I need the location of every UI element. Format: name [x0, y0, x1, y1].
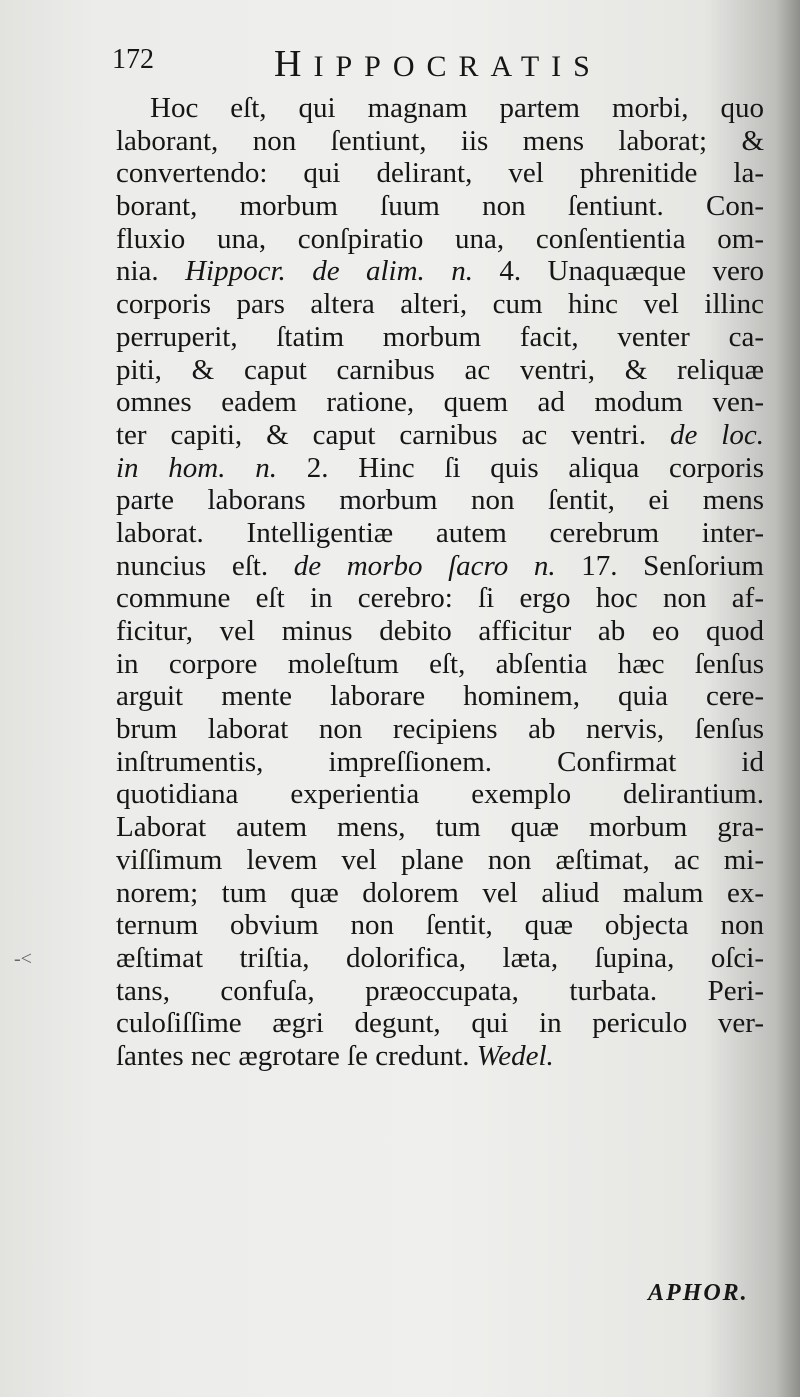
text-line: viſſimum levem vel plane non æſtimat, ac mi-: [116, 843, 764, 876]
text-line: in corpore moleſtum eſt, abſentia hæc ſenſus: [116, 647, 764, 680]
text-line: æſtimat triſtia, dolorifica, læta, ſupina, oſci-: [116, 941, 764, 974]
catchword: APHOR.: [648, 1280, 749, 1306]
text-line: laborat. Intelligentiæ autem cerebrum inter-: [116, 516, 764, 549]
citation: de morbo ſacro n.: [293, 549, 556, 582]
text-line: nia. Hippocr. de alim. n. 4. Unaquæque vero: [116, 255, 764, 288]
text-line: ſantes nec ægrotare ſe credunt. Wedel.: [116, 1039, 554, 1072]
text-line: parte laborans morbum non ſentit, ei mens: [116, 484, 764, 517]
text-line: fluxio una, conſpiratio una, conſentientia om-: [116, 222, 764, 255]
margin-mark: -<: [14, 948, 32, 970]
text-line: ficitur, vel minus debito afficitur ab eo quod: [116, 615, 764, 647]
text-line: corporis pars altera alteri, cum hinc vel illinc: [116, 288, 764, 321]
text-line: culoſiſſime ægri degunt, qui in periculo ver-: [116, 1007, 764, 1040]
citation: in hom. n.: [116, 451, 278, 484]
text-line: nuncius eſt. de morbo ſacro n. 17. Senſorium: [116, 549, 764, 582]
text-line: commune eſt in cerebro: ſi ergo hoc non af-: [116, 582, 764, 615]
text-line: Hoc eſt, qui magnam partem morbi, quo: [150, 92, 764, 124]
text-line: piti, & caput carnibus ac ventri, & reliquæ: [116, 353, 764, 386]
running-head-rest: IPPOCRATIS: [313, 50, 602, 83]
citation: Hippocr. de alim. n.: [185, 255, 473, 288]
text-line: perruperit, ſtatim morbum facit, venter ca-: [116, 320, 764, 353]
citation: Wedel.: [476, 1039, 554, 1072]
citation: de loc.: [670, 418, 764, 451]
text-line: Laborat autem mens, tum quæ morbum gra-: [116, 811, 764, 844]
running-head: [274, 42, 602, 86]
text-line: laborant, non ſentiunt, iis mens laborat; &: [116, 124, 764, 157]
text-line: ter capiti, & caput carnibus ac ventri. de loc.: [116, 418, 764, 451]
text-line: borant, morbum ſuum non ſentiunt. Con-: [116, 190, 764, 223]
running-head-initial: H: [274, 43, 314, 85]
text-line: convertendo: qui delirant, vel phrenitide la-: [116, 157, 764, 190]
page-number: 172: [112, 44, 154, 75]
text-line: arguit mente laborare hominem, quia cere-: [116, 680, 764, 713]
text-line: inſtrumentis, impreſſionem. Confirmat id: [116, 745, 764, 778]
text-line: omnes eadem ratione, quem ad modum ven-: [116, 386, 764, 419]
text-line: brum laborat non recipiens ab nervis, ſenſus: [116, 713, 764, 746]
text-line: ternum obvium non ſentit, quæ objecta non: [116, 909, 764, 942]
text-line: in hom. n. 2. Hinc ſi quis aliqua corporis: [116, 451, 765, 484]
page-header: [112, 38, 772, 88]
body-text: [116, 92, 764, 1073]
text-line: norem; tum quæ dolorem vel aliud malum ex-: [116, 876, 764, 909]
text-line: quotidiana experientia exemplo delirantium.: [116, 778, 764, 811]
text-line: tans, confuſa, præoccupata, turbata. Peri-: [116, 974, 764, 1007]
